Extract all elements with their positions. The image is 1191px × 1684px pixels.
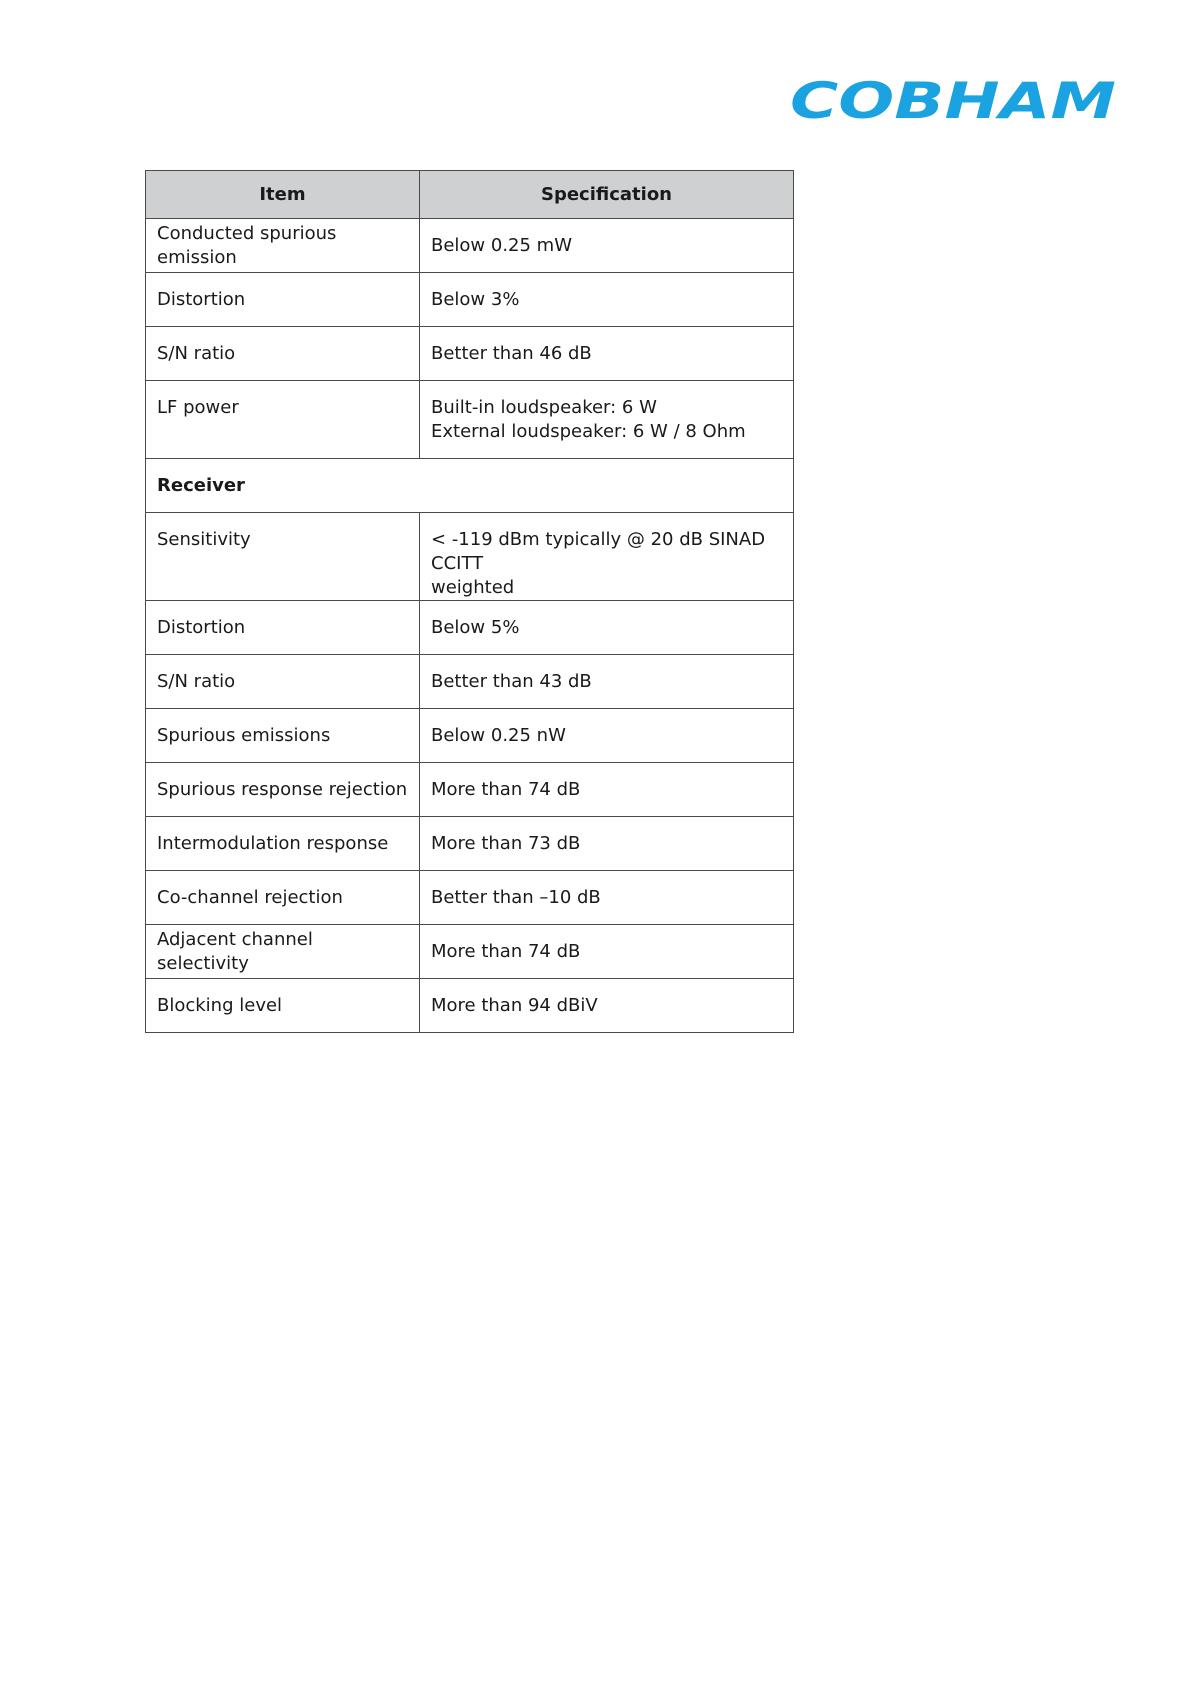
spec-cell: Better than 43 dB <box>420 655 794 709</box>
table-row-sensitivity <box>146 513 794 601</box>
table-row <box>146 871 794 925</box>
spec-cell <box>420 513 794 601</box>
spec-line: weighted <box>431 577 515 598</box>
item-cell: Adjacent channel selectivity <box>146 925 420 979</box>
cobham-logo-graphic <box>790 76 1120 124</box>
spec-cell: Below 0.25 nW <box>420 709 794 763</box>
item-cell: Intermodulation response <box>146 817 420 871</box>
table-row <box>146 709 794 763</box>
item-cell: Co-channel rejection <box>146 871 420 925</box>
section-heading: Receiver <box>146 459 794 513</box>
spec-cell: More than 74 dB <box>420 763 794 817</box>
header-specification: Specification <box>420 171 794 219</box>
spec-cell: More than 73 dB <box>420 817 794 871</box>
section-row-receiver <box>146 459 794 513</box>
item-cell: Sensitivity <box>146 513 420 601</box>
spec-cell: More than 94 dBiV <box>420 979 794 1033</box>
table-header-row <box>146 171 794 219</box>
table-row-lf-power <box>146 381 794 459</box>
table-row <box>146 273 794 327</box>
table-row <box>146 979 794 1033</box>
specification-table <box>145 170 794 1033</box>
item-cell: Distortion <box>146 601 420 655</box>
item-cell: Conducted spurious emission <box>146 219 420 273</box>
spec-cell: More than 74 dB <box>420 925 794 979</box>
table-row <box>146 925 794 979</box>
spec-cell <box>420 381 794 459</box>
table-row <box>146 655 794 709</box>
item-cell: S/N ratio <box>146 327 420 381</box>
item-cell: S/N ratio <box>146 655 420 709</box>
table-row <box>146 327 794 381</box>
spec-line: External loudspeaker: 6 W / 8 Ohm <box>431 421 746 442</box>
item-cell: Blocking level <box>146 979 420 1033</box>
spec-cell: Below 3% <box>420 273 794 327</box>
item-cell: Spurious response rejection <box>146 763 420 817</box>
spec-line: < -119 dBm typically @ 20 dB SINAD CCITT <box>431 529 766 574</box>
table-row <box>146 817 794 871</box>
table-row <box>146 219 794 273</box>
spec-cell: Better than 46 dB <box>420 327 794 381</box>
spec-cell: Below 5% <box>420 601 794 655</box>
header-item: Item <box>146 171 420 219</box>
cobham-logo-text: COBHAM <box>790 76 1116 124</box>
item-cell: Distortion <box>146 273 420 327</box>
spec-cell: Better than –10 dB <box>420 871 794 925</box>
table-row <box>146 601 794 655</box>
table-row <box>146 763 794 817</box>
item-cell: Spurious emissions <box>146 709 420 763</box>
item-cell: LF power <box>146 381 420 459</box>
spec-cell: Below 0.25 mW <box>420 219 794 273</box>
cobham-logo <box>790 76 1120 124</box>
spec-line: Built-in loudspeaker: 6 W <box>431 397 657 418</box>
